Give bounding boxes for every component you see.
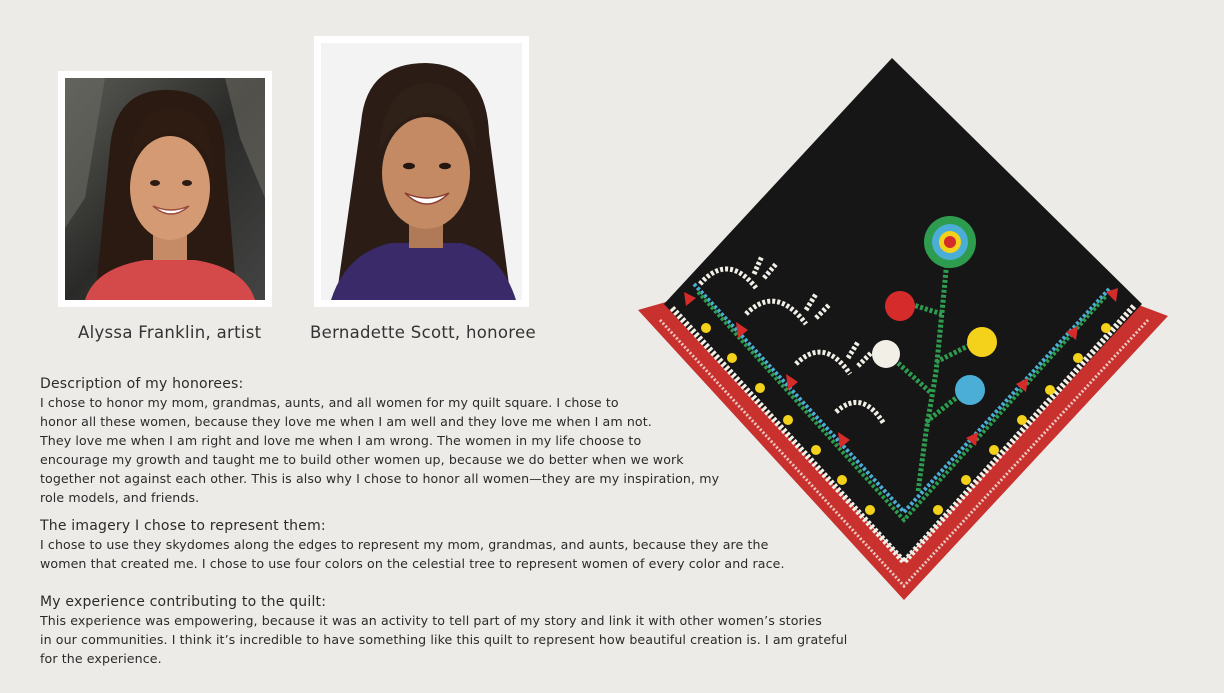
body-line: honor all these women, because they love me when I am well and they love me when I am not. [40, 414, 652, 429]
description-section [40, 375, 719, 507]
artist-caption: Alyssa Franklin, artist [78, 323, 262, 342]
white-bead-flower [872, 340, 900, 368]
beaded-quilt-square [636, 52, 1176, 616]
body-line: I chose to honor my mom, grandmas, aunts, and all women for my quilt square. I chose to [40, 395, 619, 410]
body-line: They love me when I am right and love me when I am wrong. The women in my life choose to [40, 433, 642, 448]
red-bead-flower [885, 291, 915, 321]
section-heading: The imagery I chose to represent them: [40, 518, 326, 534]
body-line: in our communities. I think it’s incredible to have something like this quilt to represent how beautiful creation is. I am grateful [40, 632, 848, 647]
section-heading: My experience contributing to the quilt: [40, 594, 327, 610]
honoree-photo [321, 43, 522, 300]
body-line: role models, and friends. [40, 490, 200, 505]
body-line: encourage my growth and taught me to build other women up, because we do better when we work [40, 452, 684, 467]
body-line: I chose to use they skydomes along the edges to represent my mom, grandmas, and aunts, because they are the [40, 537, 769, 552]
quilt-image [636, 52, 1176, 612]
body-line: together not against each other. This is also why I chose to honor all women—they are my inspiration, my [40, 471, 720, 486]
artist-photo [65, 78, 265, 300]
blue-bead-flower [955, 375, 985, 405]
section-heading: Description of my honorees: [40, 376, 244, 392]
body-line: This experience was empowering, because it was an activity to tell part of my story and link it with other women’s stories [40, 613, 822, 628]
body-line: women that created me. I chose to use four colors on the celestial tree to represent women of every color and race. [40, 556, 785, 571]
yellow-bead-flower [967, 327, 997, 357]
body-line: for the experience. [40, 651, 162, 666]
honoree-caption: Bernadette Scott, honoree [310, 323, 536, 342]
